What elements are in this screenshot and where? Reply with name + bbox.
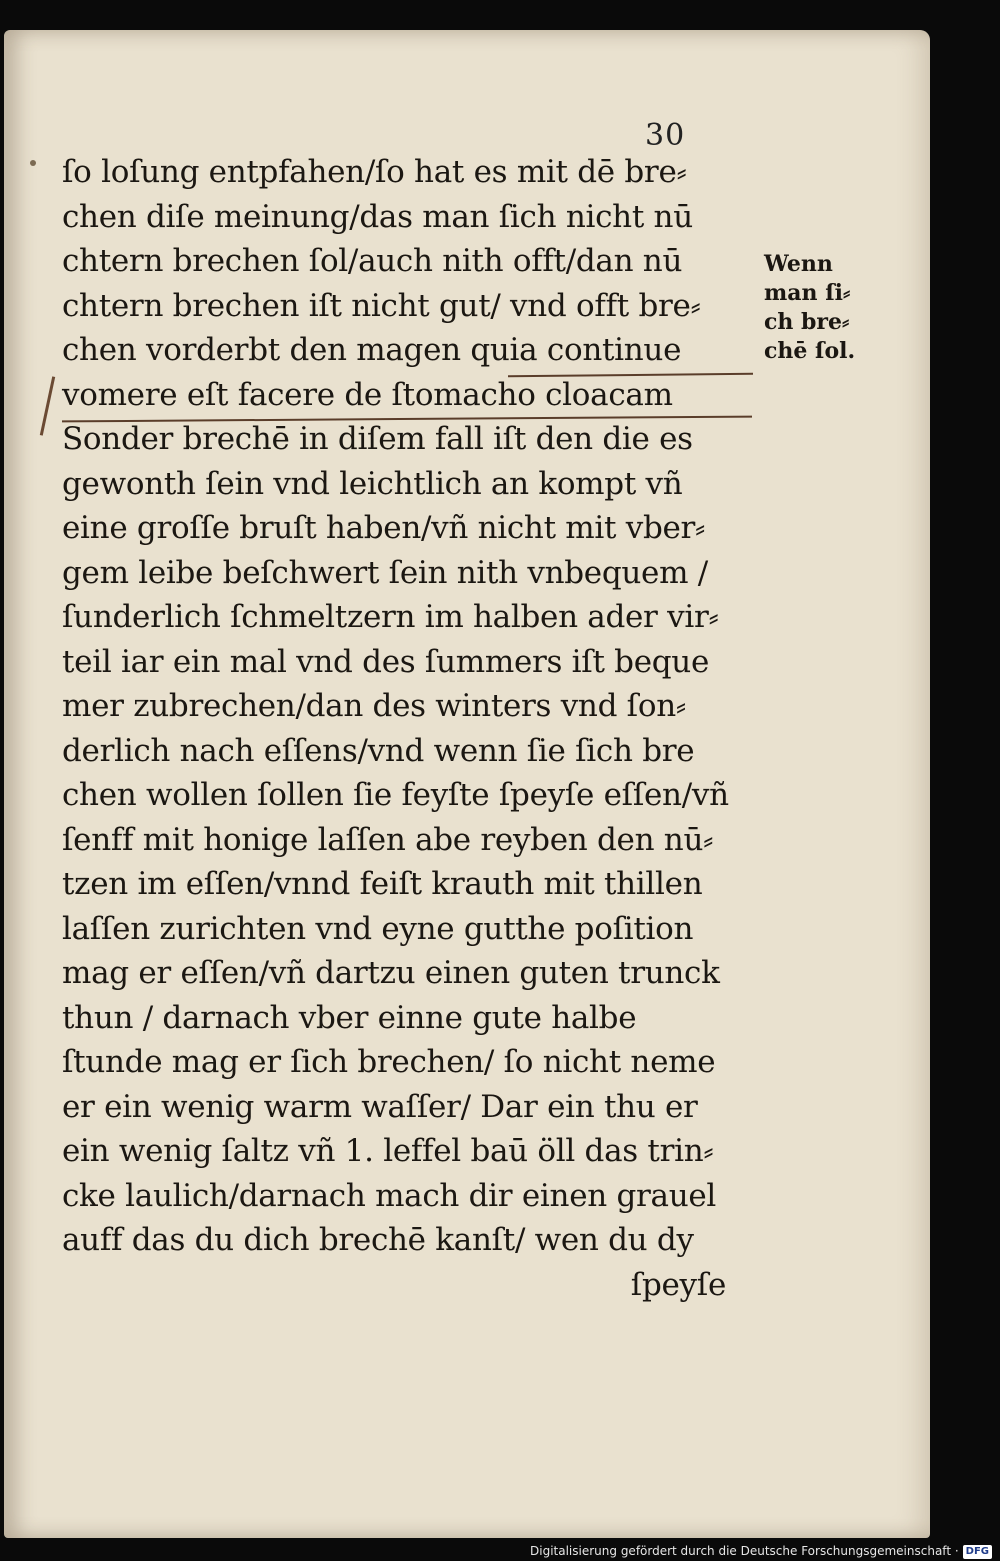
text-line: chen diſe meinung/das man ſich nicht nū bbox=[62, 198, 693, 235]
text-line: er ein wenig warm waſſer/ Dar ein thu er bbox=[62, 1088, 698, 1125]
text-line: eine groſſe bruſt haben/vñ nicht mit vber⸗ bbox=[62, 510, 706, 546]
text-line: chtern brechen iſt nicht gut/ vnd offt bre⸗ bbox=[62, 287, 701, 324]
catchword: ſpeyſe bbox=[630, 1266, 726, 1303]
text-line: Sonder brechē in diſem fall iſt den die es bbox=[62, 421, 693, 457]
text-line: laſſen zurichten vnd eyne gutthe poſition bbox=[62, 910, 694, 947]
text-line: gewonth ſein vnd leichtlich an kompt vñ bbox=[62, 465, 683, 502]
text-line: chen wollen ſollen ſie feyſte ſpeyſe eſſen/vñ bbox=[62, 777, 729, 813]
footer-credit bbox=[0, 1541, 1000, 1561]
text-line: ſenff mit honige laſſen abe reyben den nū⸗ bbox=[62, 821, 714, 858]
text-line: auff das du dich brechē kanſt/ wen du dy bbox=[62, 1222, 694, 1258]
text-line: chtern brechen ſol/auch nith offt/dan nū bbox=[62, 243, 683, 279]
text-line: ſo loſung entpfahen/ſo hat es mit dē bre⸗ bbox=[62, 154, 687, 190]
text-line: ſunderlich ſchmeltzern im halben ader vir⸗ bbox=[62, 599, 719, 635]
text-line: ein wenig ſaltz vñ 1. leffel baū öll das trin⸗ bbox=[62, 1133, 714, 1169]
text-line: cke laulich/darnach mach dir einen grauel bbox=[62, 1177, 717, 1214]
text-line: tzen im eſſen/vnnd feiſt krauth mit thillen bbox=[62, 866, 703, 902]
margin-note-line: man ſi⸗ bbox=[764, 280, 851, 306]
margin-note-line: Wenn bbox=[764, 251, 833, 277]
text-line: mer zubrechen/dan des winters vnd ſon⸗ bbox=[62, 688, 686, 724]
text-line: gem leibe beſchwert ſein nith vnbequem / bbox=[62, 554, 708, 591]
text-line: chen vorderbt den magen quia continue bbox=[62, 332, 682, 368]
text-line: ſtunde mag er ſich brechen/ ſo nicht neme bbox=[62, 1044, 716, 1080]
text-line: vomere eſt facere de ſtomacho cloacam bbox=[62, 376, 673, 413]
text-line: mag er eſſen/vñ dartzu einen guten trunck bbox=[62, 955, 720, 991]
margin-note-line: ch bre⸗ bbox=[764, 309, 850, 335]
margin-note bbox=[764, 250, 874, 366]
text-line: derlich nach eſſens/vnd wenn ſie ſich bre bbox=[62, 732, 695, 769]
body-text bbox=[62, 150, 754, 1307]
ink-spot bbox=[30, 160, 36, 166]
text-line: thun / darnach vber einne gute halbe bbox=[62, 999, 637, 1036]
text-line: teil iar ein mal vnd des ſummers iſt beque bbox=[62, 643, 710, 680]
dfg-logo: DFG bbox=[963, 1545, 992, 1559]
footer-text: Digitalisierung gefördert durch die Deutsche Forschungsgemeinschaft · bbox=[530, 1544, 959, 1558]
page-number: 30 bbox=[645, 118, 686, 153]
margin-note-line: chē ſol. bbox=[764, 338, 856, 364]
